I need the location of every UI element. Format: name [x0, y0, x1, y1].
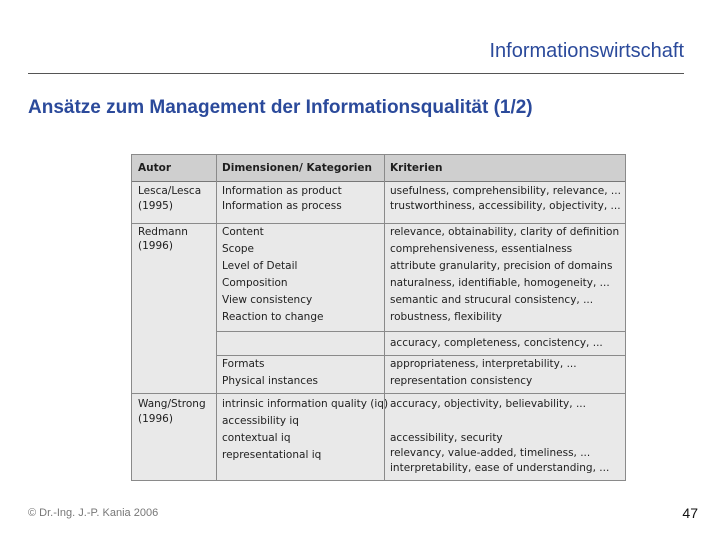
row-divider	[132, 393, 625, 394]
author-cell: Redmann	[138, 226, 188, 238]
criteria-cell: robustness, flexibility	[390, 311, 502, 323]
dimension-cell: Information as process	[222, 200, 342, 212]
footer-copyright: © Dr.-Ing. J.-P. Kania 2006	[28, 507, 159, 519]
column-header-criteria: Kriterien	[390, 162, 443, 174]
slide-title: Ansätze zum Management der Informationsqualität (1/2)	[28, 97, 533, 118]
header-title: Informationswirtschaft	[489, 40, 684, 62]
dimension-cell: Level of Detail	[222, 260, 298, 272]
table-header-row	[132, 155, 625, 182]
author-cell: (1996)	[138, 240, 173, 252]
criteria-cell: semantic and strucural consistency, ...	[390, 294, 594, 306]
author-cell: (1996)	[138, 413, 173, 425]
criteria-cell: relevance, obtainability, clarity of definition	[390, 226, 620, 238]
author-cell: (1995)	[138, 200, 173, 212]
dimension-cell: Content	[222, 226, 264, 238]
author-cell: Lesca/Lesca	[138, 185, 202, 197]
dimension-cell: Physical instances	[222, 375, 319, 387]
criteria-cell: comprehensiveness, essentialness	[390, 243, 573, 255]
author-cell: Wang/Strong	[138, 398, 206, 410]
header-rule	[28, 73, 684, 74]
dimension-cell: representational iq	[222, 449, 322, 461]
dimension-cell: View consistency	[222, 294, 313, 306]
row-divider	[216, 331, 625, 332]
criteria-cell: accessibility, security	[390, 432, 503, 444]
scanned-table	[131, 154, 626, 481]
dimension-cell: Composition	[222, 277, 288, 289]
dimension-cell: Formats	[222, 358, 265, 370]
criteria-cell: naturalness, identifiable, homogeneity, ...	[390, 277, 610, 289]
criteria-cell: interpretability, ease of understanding, ...	[390, 462, 610, 474]
column-header-author: Autor	[138, 162, 172, 174]
row-divider	[216, 355, 625, 356]
dimension-cell: Reaction to change	[222, 311, 324, 323]
criteria-cell: trustworthiness, accessibility, objectivity, ...	[390, 200, 621, 212]
dimension-cell: intrinsic information quality (iq)	[222, 398, 389, 410]
criteria-cell: accuracy, objectivity, believability, ...	[390, 398, 586, 410]
criteria-cell: accuracy, completeness, concistency, ...	[390, 337, 603, 349]
dimension-cell: accessibility iq	[222, 415, 299, 427]
column-divider	[216, 155, 217, 480]
row-divider	[132, 223, 625, 224]
page-number: 47	[682, 505, 698, 521]
criteria-cell: relevancy, value-added, timeliness, ...	[390, 447, 591, 459]
column-header-dimensions: Dimensionen/ Kategorien	[222, 162, 372, 174]
dimension-cell: Information as product	[222, 185, 342, 197]
column-divider	[384, 155, 385, 480]
criteria-cell: usefulness, comprehensibility, relevance, ...	[390, 185, 621, 197]
criteria-cell: representation consistency	[390, 375, 533, 387]
criteria-cell: appropriateness, interpretability, ...	[390, 358, 577, 370]
dimension-cell: Scope	[222, 243, 254, 255]
dimension-cell: contextual iq	[222, 432, 291, 444]
criteria-cell: attribute granularity, precision of domains	[390, 260, 613, 272]
